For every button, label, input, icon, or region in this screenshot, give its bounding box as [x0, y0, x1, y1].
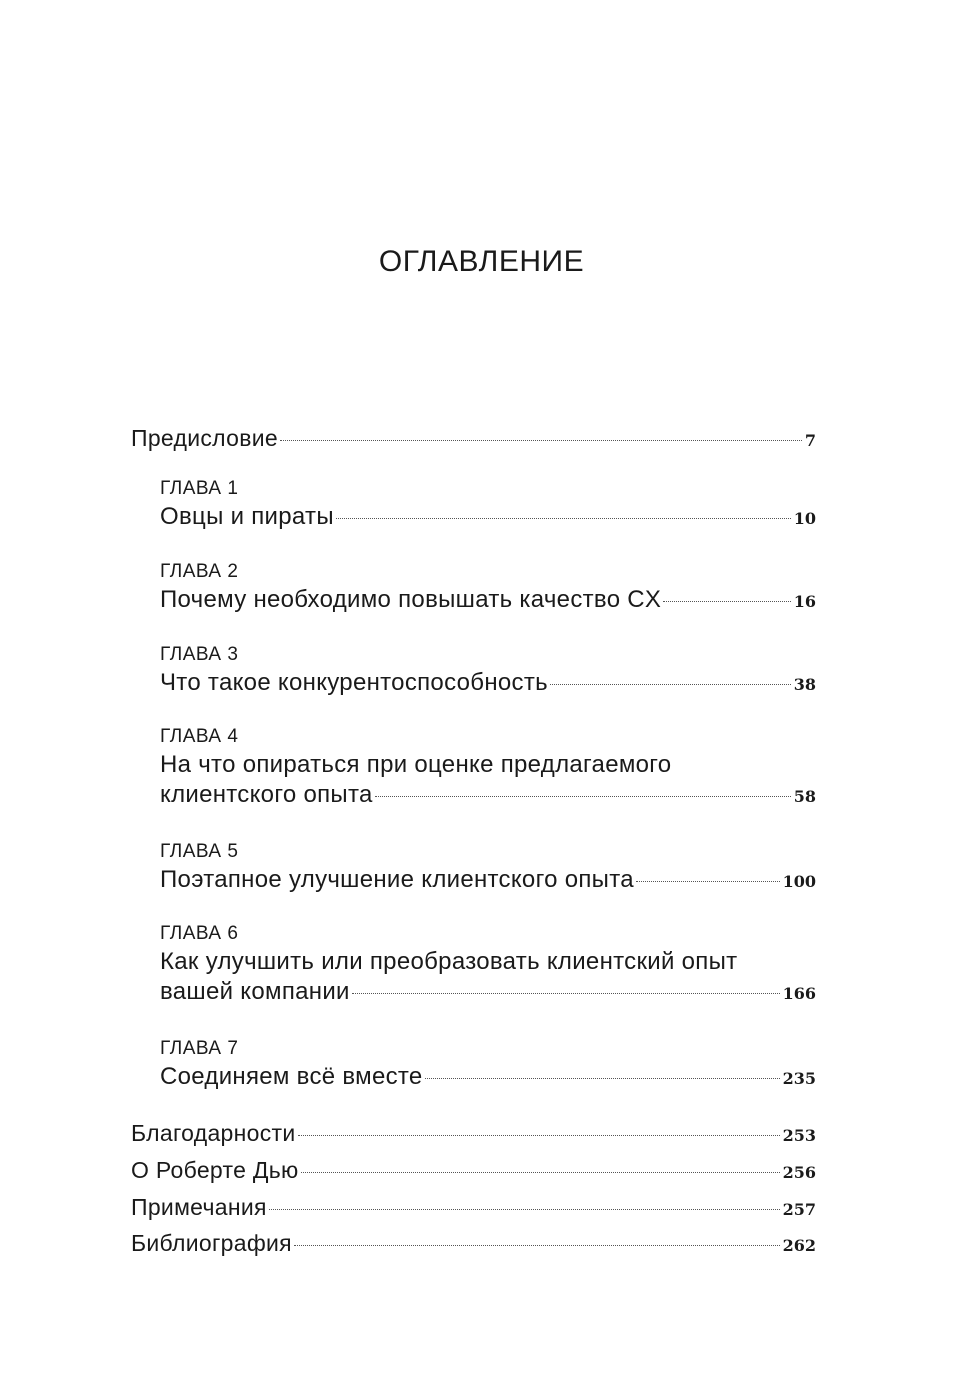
- chapter-title: Что такое конкурентоспособность: [160, 669, 548, 696]
- dot-leader: [352, 993, 780, 994]
- page-number: 257: [782, 1200, 816, 1219]
- chapter-title: Соединяем всё вместе: [160, 1063, 423, 1090]
- toc-chapter-1[interactable]: [160, 476, 816, 532]
- chapter-title: Поэтапное улучшение клиентского опыта: [160, 866, 634, 893]
- toc-entry-label: О Роберте Дью: [131, 1157, 299, 1183]
- toc-chapter-6[interactable]: [160, 921, 816, 1007]
- page-number: 38: [793, 675, 816, 694]
- page-number: 256: [782, 1163, 816, 1182]
- toc-chapter-2[interactable]: [160, 559, 816, 615]
- toc-item-preface[interactable]: [131, 423, 816, 453]
- dot-leader: [550, 684, 791, 685]
- dot-leader: [294, 1245, 780, 1246]
- page-number: 235: [782, 1069, 816, 1088]
- page-number: 100: [782, 872, 816, 891]
- toc-item-acknowledgements[interactable]: [131, 1118, 816, 1148]
- page-number: 262: [782, 1236, 816, 1255]
- page-number: 58: [793, 787, 816, 806]
- page-number: 166: [782, 984, 816, 1003]
- chapter-label: ГЛАВА 4: [160, 726, 239, 747]
- chapter-title: Овцы и пираты: [160, 503, 334, 530]
- toc-entry-label: Библиография: [131, 1230, 292, 1256]
- dot-leader: [636, 881, 780, 882]
- chapter-title-line-1: Как улучшить или преобразовать клиентский опыт: [160, 948, 738, 975]
- dot-leader: [301, 1172, 780, 1173]
- dot-leader: [425, 1078, 780, 1079]
- chapter-label: ГЛАВА 6: [160, 923, 239, 944]
- chapter-label: ГЛАВА 7: [160, 1038, 239, 1059]
- page-number: 7: [804, 431, 816, 450]
- toc-entry-label: Благодарности: [131, 1120, 296, 1146]
- chapter-label: ГЛАВА 2: [160, 561, 239, 582]
- toc-item-notes[interactable]: [131, 1192, 816, 1222]
- toc-chapter-4[interactable]: [160, 724, 816, 810]
- chapter-title: клиентского опыта: [160, 781, 373, 808]
- toc-entry-label: Примечания: [131, 1194, 267, 1220]
- toc-chapter-7[interactable]: [160, 1036, 816, 1092]
- page-title: ОГЛАВЛЕНИЕ: [378, 245, 585, 279]
- chapter-title: Почему необходимо повышать качество CX: [160, 586, 662, 613]
- toc-item-bibliography[interactable]: [131, 1228, 816, 1258]
- page-number: 253: [782, 1126, 816, 1145]
- dot-leader: [663, 601, 790, 602]
- toc-chapter-3[interactable]: [160, 642, 816, 698]
- toc-entry-label: Предисловие: [131, 425, 279, 451]
- toc-chapter-5[interactable]: [160, 839, 816, 895]
- dot-leader: [336, 518, 791, 519]
- toc-item-about-author[interactable]: [131, 1155, 816, 1185]
- dot-leader: [269, 1209, 780, 1210]
- chapter-label: ГЛАВА 3: [160, 644, 239, 665]
- chapter-label: ГЛАВА 5: [160, 841, 239, 862]
- dot-leader: [375, 796, 791, 797]
- dot-leader: [280, 440, 802, 441]
- page-number: 10: [793, 509, 816, 528]
- dot-leader: [298, 1135, 780, 1136]
- chapter-label: ГЛАВА 1: [160, 478, 239, 499]
- page-number: 16: [793, 592, 816, 611]
- chapter-title-line-1: На что опираться при оценке предлагаемого: [160, 751, 672, 778]
- chapter-title: вашей компании: [160, 978, 350, 1005]
